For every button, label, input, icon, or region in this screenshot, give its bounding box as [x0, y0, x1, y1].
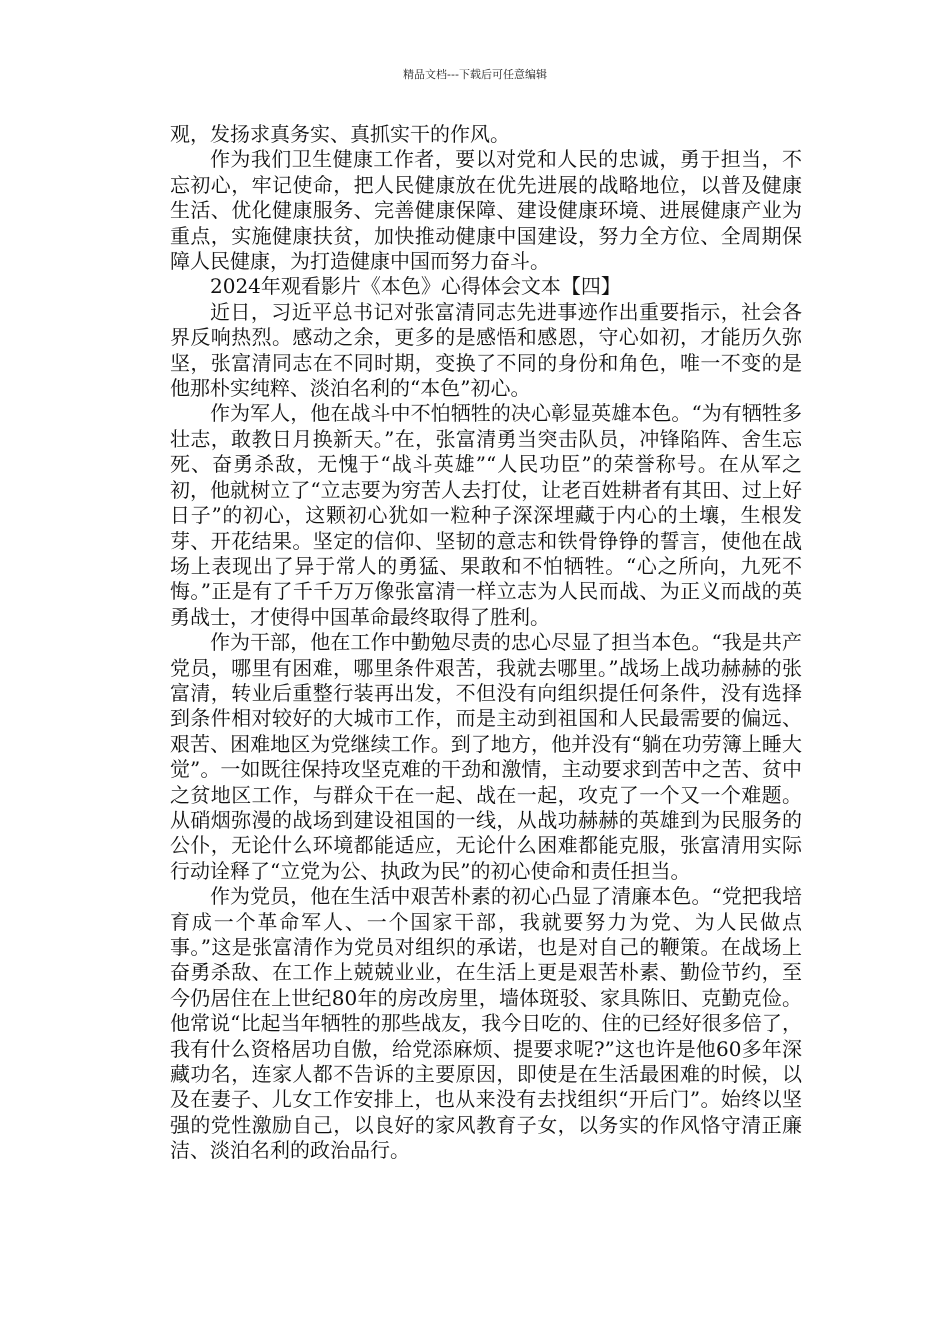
document-body — [170, 122, 802, 1164]
paragraph: 近日，习近平总书记对张富清同志先进事迹作出重要指示，社会各界反响热烈。感动之余，更多的是感悟和感恩，守心如初，才能历久弥坚，张富清同志在不同时期，变换了不同的身份和角色，唯一不变的是他那朴实纯粹、淡泊名利的“本色”初心。 — [170, 299, 802, 401]
page-header: 精品文档---下载后可任意编辑 — [403, 68, 547, 81]
paragraph: 作为我们卫生健康工作者，要以对党和人民的忠诚，勇于担当，不忘初心，牢记使命，把人民健康放在优先进展的战略地位，以普及健康生活、优化健康服务、完善健康保障、建设健康环境、进展健康产业为重点，实施健康扶贫，加快推动健康中国建设，努力全方位、全周期保障人民健康，为打造健康中国而努力奋斗。 — [170, 147, 802, 274]
paragraph: 作为干部，他在工作中勤勉尽责的忠心尽显了担当本色。“我是共产党员，哪里有困难，哪里条件艰苦，我就去哪里。”战场上战功赫赫的张富清，转业后重整行装再出发，不但没有向组织提任何条件，没有选择到条件相对较好的大城市工作，而是主动到祖国和人民最需要的偏远、艰苦、困难地区为党继续工作。到了地方，他并没有“躺在功劳簿上睡大觉”。一如既往保持攻坚克难的干劲和激情，主动要求到苦中之苦、贫中之贫地区工作，与群众干在一起、战在一起，攻克了一个又一个难题。从硝烟弥漫的战场到建设祖国的一线，从战功赫赫的英雄到为民服务的公仆，无论什么环境都能适应，无论什么困难都能克服，张富清用实际行动诠释了“立党为公、执政为民”的初心使命和责任担当。 — [170, 630, 802, 883]
paragraph: 作为党员，他在生活中艰苦朴素的初心凸显了清廉本色。“党把我培育成一个革命军人、一个国家干部，我就要努力为党、为人民做点事。”这是张富清作为党员对组织的承诺，也是对自己的鞭策。在战场上奋勇杀敌、在工作上兢兢业业，在生活上更是艰苦朴素、勤俭节约，至今仍居住在上世纪80年的房改房里，墙体斑驳、家具陈旧、克勤克俭。他常说“比起当年牺牲的那些战友，我今日吃的、住的已经好很多倍了，我有什么资格居功自傲，给党添麻烦、提要求呢?”这也许是他60多年深藏功名，连家人都不告诉的主要原因，即使是在生活最困难的时候，以及在妻子、儿女工作安排上，也从来没有去找组织“开后门”。始终以坚强的党性激励自己，以良好的家风教育子女，以务实的作风恪守清正廉洁、淡泊名利的政治品行。 — [170, 884, 802, 1163]
paragraph: 作为军人，他在战斗中不怕牺牲的决心彰显英雄本色。“为有牺牲多壮志，敢教日月换新天。”在，张富清勇当突击队员，冲锋陷阵、舍生忘死、奋勇杀敌，无愧于“战斗英雄”“人民功臣”的荣誉称号。在从军之初，他就树立了“立志要为穷苦人去打仗，让老百姓耕者有其田、过上好日子”的初心，这颗初心犹如一粒种子深深埋藏于内心的土壤，生根发芽、开花结果。坚定的信仰、坚韧的意志和铁骨铮铮的誓言，使他在战场上表现出了异于常人的勇猛、果敢和不怕牺牲。“心之所向，九死不悔。”正是有了千千万万像张富清一样立志为人民而战、为正义而战的英勇战士，才使得中国革命最终取得了胜利。 — [170, 401, 802, 629]
section-heading: 2024年观看影片《本色》心得体会文本【四】 — [210, 274, 621, 299]
paragraph-continuation: 观，发扬求真务实、真抓实干的作风。 — [170, 122, 510, 146]
